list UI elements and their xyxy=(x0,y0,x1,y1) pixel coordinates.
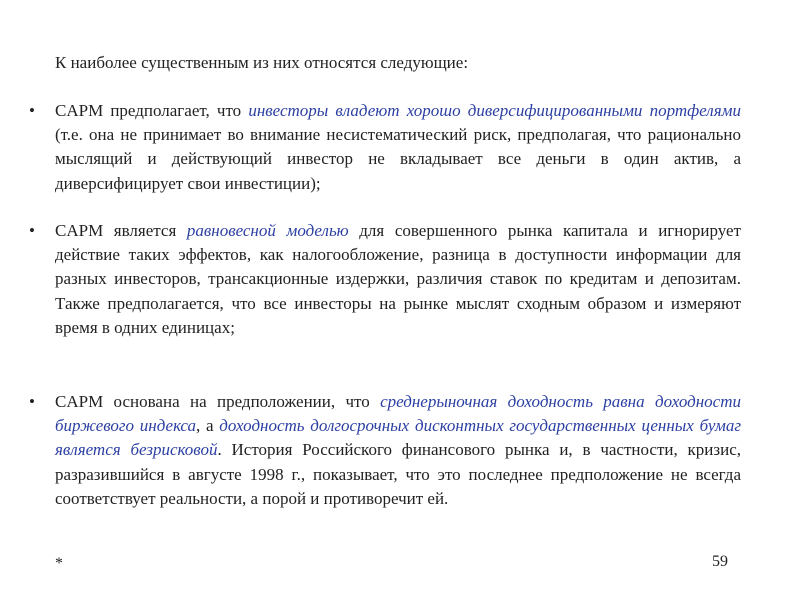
bullet-item xyxy=(29,390,742,511)
bullet-dot-icon: • xyxy=(29,101,35,120)
intro-text: К наиболее существенным из них относятся следующие: xyxy=(55,53,469,72)
bullet-dot-icon: • xyxy=(29,221,35,240)
bullet-text: CAPM основана на предположении, что xyxy=(55,392,381,411)
bullet-text: для совершенного рынка капитала и игнорирует действие таких эффектов, как налогообложение, разница в доступности информации для разных инвесторов, трансакционные издержки, различия ставок по кредитам и депозитам. Также предполагается, что все инвесторы на рынке мыслят сходным образом и измеряют время в одних единицах; xyxy=(55,221,741,337)
bullet-text: (т.е. она не принимает во внимание несистематический риск, предполагая, что рационально мыслящий и действующий инвестор не вкладывает все деньги в один актив, а диверсифицирует свои инвестиции); xyxy=(55,125,741,193)
emphasized-phrase: доходность долгосрочных дисконтных государственных ценных бумаг является безрисковой xyxy=(55,416,742,460)
bullet-text: CAPM является xyxy=(55,221,187,240)
bullet-text: . История Российского финансового рынка и, в частности, кризис, разразившийся в августе 1998 г., показывает, что это последнее предположение не всегда соответствует реальности, а порой и противоречит ей. xyxy=(55,440,742,508)
bullet-dot-icon: • xyxy=(29,392,35,411)
page-number: 59 xyxy=(712,553,728,570)
bullet-item xyxy=(29,219,741,340)
bullet-text: CAPM предполагает, что xyxy=(55,101,249,120)
bullet-text: , а xyxy=(196,416,220,436)
bullet-item xyxy=(29,99,741,196)
emphasized-phrase: равновесной моделью xyxy=(186,221,349,240)
emphasized-phrase: среднерыночная доходность равна доходности биржевого индекса xyxy=(55,392,741,436)
footer-mark: * xyxy=(55,555,63,572)
emphasized-phrase: инвесторы владеют хорошо диверсифицированными портфелями xyxy=(248,101,741,120)
